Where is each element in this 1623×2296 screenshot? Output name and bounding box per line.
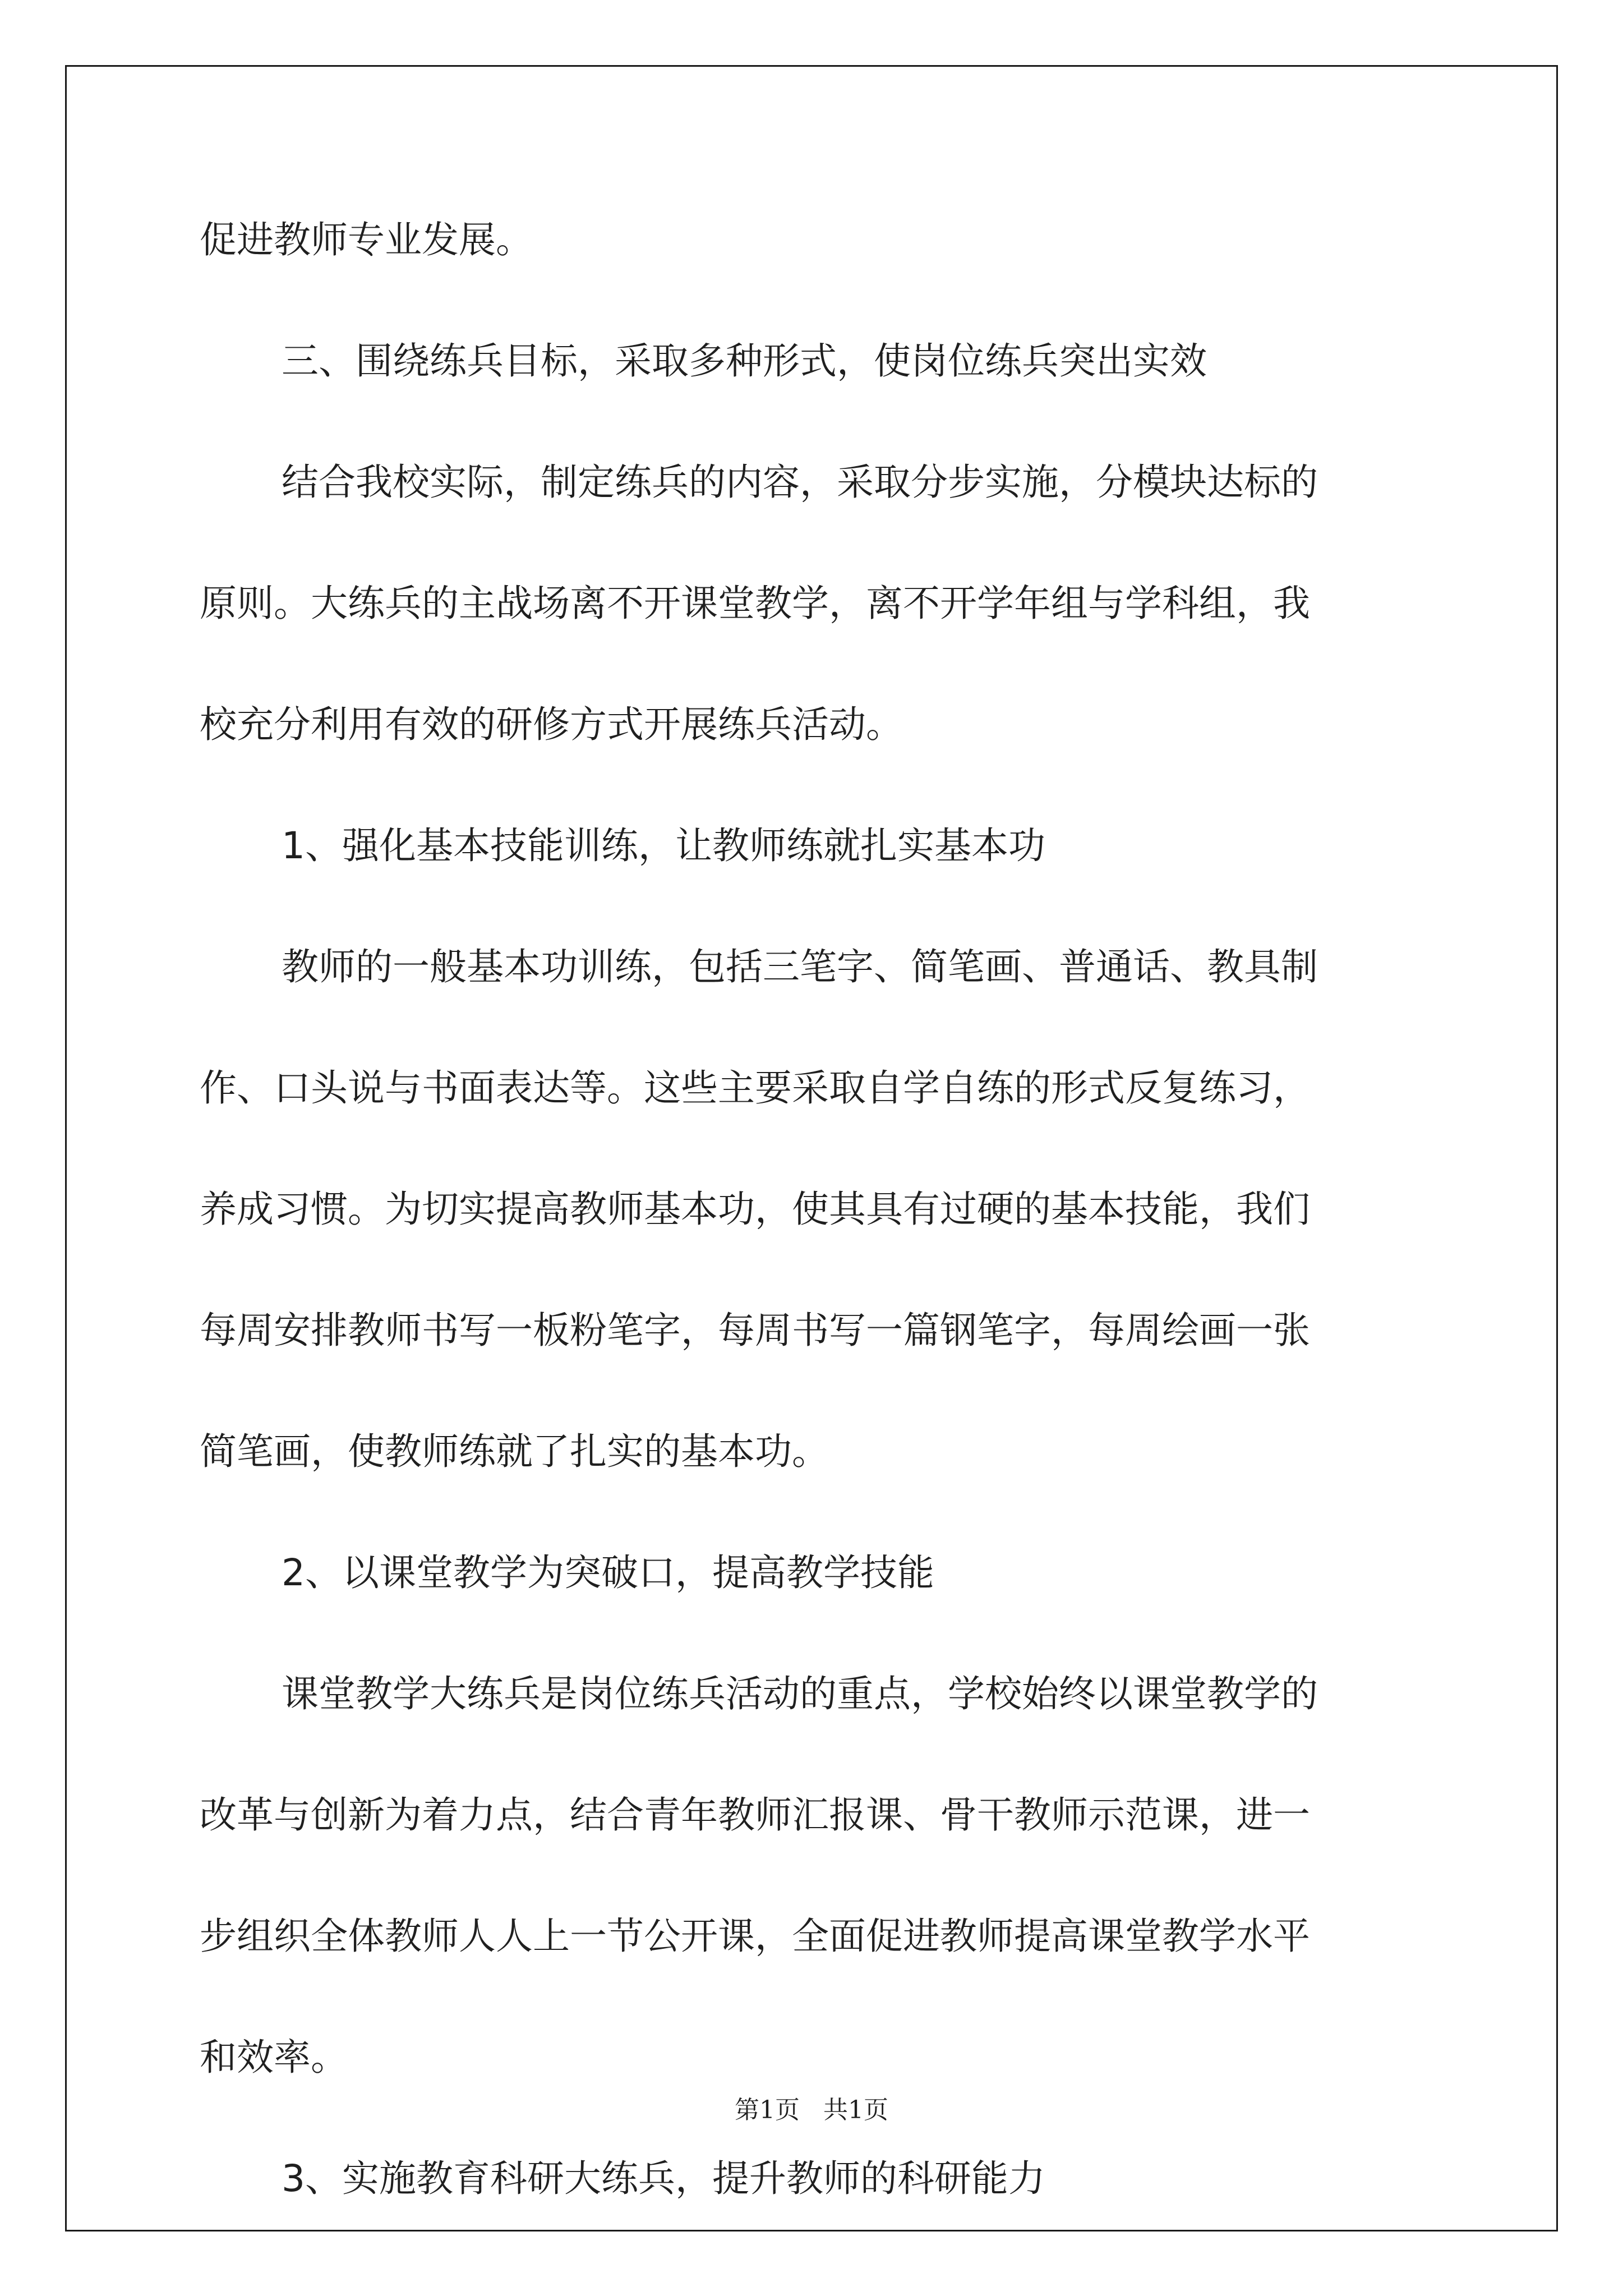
page-footer: 第1页 共1页 [735,2096,888,2124]
text-line: 和效率。 [200,2036,348,2079]
text-line: 原则。大练兵的主战场离不开课堂教学，离不开学年组与学科组，我 [200,582,1310,625]
text-line: 养成习惯。为切实提高教师基本功，使其具有过硬的基本技能，我们 [200,1188,1310,1231]
text-line: 课堂教学大练兵是岗位练兵活动的重点，学校始终以课堂教学的 [282,1672,1318,1715]
subsection-heading: 3、实施教育科研大练兵，提升教师的科研能力 [282,2157,1045,2200]
text-line: 教师的一般基本功训练，包括三笔字、简笔画、普通话、教具制 [282,945,1318,988]
text-line: 改革与创新为着力点，结合青年教师汇报课、骨干教师示范课，进一 [200,1793,1310,1837]
text-line: 每周安排教师书写一板粉笔字，每周书写一篇钢笔字，每周绘画一张 [200,1309,1310,1352]
subsection-heading: 1、强化基本技能训练，让教师练就扎实基本功 [282,824,1045,867]
text-line: 步组织全体教师人人上一节公开课，全面促进教师提高课堂教学水平 [200,1915,1310,1958]
text-line: 校充分利用有效的研修方式开展练兵活动。 [200,703,903,746]
text-line: 促进教师专业发展。 [200,218,533,261]
section-heading: 三、围绕练兵目标，采取多种形式，使岗位练兵突出实效 [282,339,1207,383]
text-line: 简笔画，使教师练就了扎实的基本功。 [200,1430,829,1473]
subsection-heading: 2、以课堂教学为突破口，提高教学技能 [282,1551,934,1594]
text-line: 结合我校实际，制定练兵的内容，采取分步实施，分模块达标的 [282,461,1318,504]
page-border [65,65,1558,2231]
text-line: 作、口头说与书面表达等。这些主要采取自学自练的形式反复练习， [200,1066,1310,1110]
